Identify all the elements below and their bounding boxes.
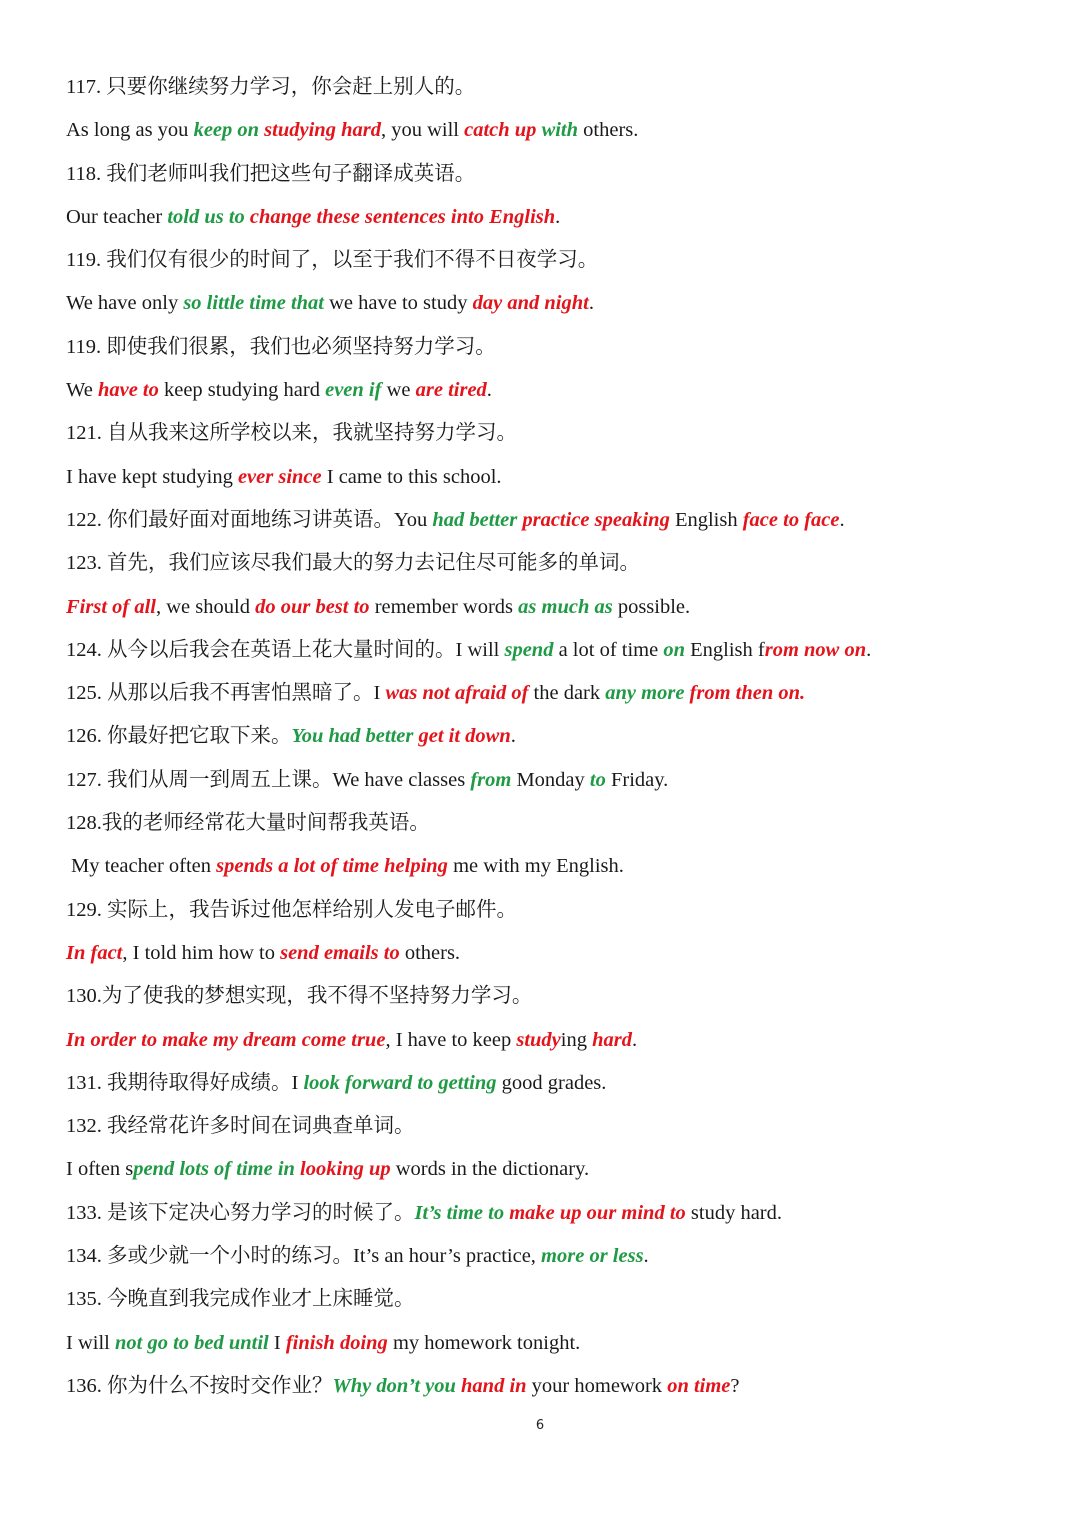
red-phrase: on time [667,1374,731,1397]
plain-text: 133. 是该下定决心努力学习的时候了。 [66,1201,415,1224]
plain-text: study hard. [685,1201,783,1224]
plain-text: 130.为了使我的梦想实现，我不得不坚持努力学习。 [66,985,533,1008]
plain-text: 119. 我们仅有很少的时间了，以至于我们不得不日夜学习。 [66,249,599,272]
red-phrase: In fact [66,941,123,964]
plain-text: a lot of time [553,638,664,661]
green-phrase: so little time that [183,292,324,315]
plain-text: good grades. [496,1071,607,1094]
red-phrase: looking up [300,1158,391,1181]
plain-text: 127. 我们从周一到周五上课。We have classes [66,768,471,791]
red-phrase: make up our mind to [509,1201,686,1224]
red-phrase: hard [592,1028,633,1051]
text-line [66,412,1026,455]
plain-text: . [866,638,872,661]
plain-text: . [510,725,516,748]
plain-text: 132. 我经常花许多时间在词典查单词。 [66,1115,415,1138]
text-line [66,932,1026,975]
green-phrase: from [470,768,512,791]
plain-text: words in the dictionary. [390,1158,590,1181]
red-phrase: do our best to [255,595,370,618]
plain-text: , I have to keep [385,1028,517,1051]
plain-text: 134. 多或少就一个小时的练习。It’s an hour’s practice, [66,1245,542,1268]
red-phrase: day and night [472,292,589,315]
text-line [66,889,1026,932]
plain-text: . [486,379,492,402]
text-line [66,715,1026,758]
plain-text: others. [399,941,461,964]
plain-text: We have only [66,292,184,315]
text-line [66,629,1026,672]
green-phrase: keep on [193,119,265,142]
green-phrase: You had better [291,725,419,748]
red-phrase: ever since [237,465,322,488]
text-line [66,1235,1026,1278]
plain-text: As long as you [66,119,194,142]
red-phrase: face to face [742,508,840,531]
plain-text: Friday. [605,768,669,791]
green-phrase: to [589,768,606,791]
text-line [66,586,1026,629]
plain-text: . [632,1028,638,1051]
red-phrase: send emails to [280,941,400,964]
green-phrase: look forward to getting [303,1071,497,1094]
text-line [66,1148,1026,1191]
plain-text: . [643,1245,649,1268]
red-phrase: get it down [418,725,511,748]
green-phrase: on [663,638,685,661]
red-phrase: studying hard [264,119,381,142]
text-line [66,282,1026,325]
plain-text: 118. 我们老师叫我们把这些句子翻译成英语。 [66,162,476,185]
plain-text: we have to study [324,292,473,315]
plain-text: ? [730,1374,740,1397]
red-phrase: hand in [461,1374,527,1397]
plain-text: I have kept studying [66,465,238,488]
red-phrase: study [516,1028,561,1051]
text-line [66,153,1026,196]
plain-text: We [66,379,98,402]
plain-text: I [268,1331,286,1354]
text-line [66,845,1026,888]
text-line [66,1105,1026,1148]
plain-text: ing [560,1028,593,1051]
green-phrase: It’s time to [414,1201,510,1224]
plain-text: we [381,379,416,402]
text-line [66,1019,1026,1062]
red-phrase: First of all [66,595,156,618]
plain-text: English [669,508,743,531]
plain-text: keep studying hard [158,379,326,402]
text-line [66,672,1026,715]
red-phrase: from then on. [689,682,806,705]
red-phrase: finish doing [285,1331,388,1354]
red-phrase: change these sentences into English [249,205,556,228]
plain-text: 131. 我期待取得好成绩。I [66,1071,304,1094]
plain-text: others. [578,119,639,142]
plain-text: . [555,205,561,228]
text-line [66,975,1026,1018]
plain-text: . [839,508,845,531]
plain-text: my homework tonight. [387,1331,581,1354]
green-phrase: any more [605,682,690,705]
red-phrase: catch up [464,119,542,142]
plain-text: 135. 今晚直到我完成作业才上床睡觉。 [66,1288,415,1311]
text-line [66,802,1026,845]
text-line [66,456,1026,499]
green-phrase: had better [432,508,523,531]
green-phrase: even if [325,379,382,402]
plain-text: I came to this school. [321,465,502,488]
plain-text: 125. 从那以后我不再害怕黑暗了。I [66,682,386,705]
text-line [66,1322,1026,1365]
text-line [66,239,1026,282]
green-phrase: more or less [541,1245,644,1268]
red-phrase: rom now on [764,638,867,661]
text-line [66,1192,1026,1235]
red-phrase: practice speaking [522,508,670,531]
plain-text: 121. 自从我来这所学校以来，我就坚持努力学习。 [66,422,517,445]
text-line [66,369,1026,412]
text-line [66,196,1026,239]
plain-text: me with my English. [447,855,624,878]
red-phrase: are tired [415,379,487,402]
text-line [66,109,1026,152]
text-line [66,759,1026,802]
red-phrase: have to [97,379,159,402]
plain-text: possible. [612,595,691,618]
text-line [66,1365,1026,1408]
plain-text: . [588,292,594,315]
text-line [66,542,1026,585]
plain-text: 117. 只要你继续努力学习，你会赶上别人的。 [66,76,476,98]
red-phrase: In order to make my dream come true [66,1028,386,1051]
plain-text: 129. 实际上，我告诉过他怎样给别人发电子邮件。 [66,898,517,921]
document-body [66,66,1026,1408]
plain-text: 123. 首先，我们应该尽我们最大的努力去记住尽可能多的单词。 [66,552,640,575]
page-number: 6 [535,1418,545,1433]
plain-text: remember words [369,595,519,618]
text-line [66,1062,1026,1105]
red-phrase: spends a lot of time helping [216,855,448,878]
text-line [66,1278,1026,1321]
plain-text: Monday [511,768,590,791]
plain-text: 119. 即使我们很累，我们也必须坚持努力学习。 [66,335,496,358]
plain-text: Our teacher [66,205,168,228]
plain-text: 136. 你为什么不按时交作业？ [66,1374,333,1397]
plain-text: your homework [526,1374,668,1397]
green-phrase: with [541,119,579,142]
plain-text: English f [685,638,765,661]
plain-text: , I told him how to [122,941,281,964]
text-line [66,66,1026,109]
plain-text: 122. 你们最好面对面地练习讲英语。You [66,508,433,531]
plain-text: I will [66,1331,115,1354]
red-phrase: was not afraid of [385,682,529,705]
green-phrase: as much as [518,595,613,618]
green-phrase: Why don’t you [332,1374,462,1397]
plain-text: My teacher often [71,855,217,878]
plain-text: , we should [156,595,256,618]
text-line [66,499,1026,542]
plain-text: 124. 从今以后我会在英语上花大量时间的。I will [66,638,505,661]
green-phrase: told us to [167,205,250,228]
green-phrase: pend lots of time in [133,1158,301,1181]
plain-text: 126. 你最好把它取下来。 [66,725,292,748]
green-phrase: spend [504,638,554,661]
plain-text: the dark [528,682,606,705]
plain-text: , you will [380,119,465,142]
plain-text: I often s [66,1158,134,1181]
green-phrase: not go to bed until [114,1331,269,1354]
plain-text: 128.我的老师经常花大量时间帮我英语。 [66,812,430,835]
text-line [66,326,1026,369]
